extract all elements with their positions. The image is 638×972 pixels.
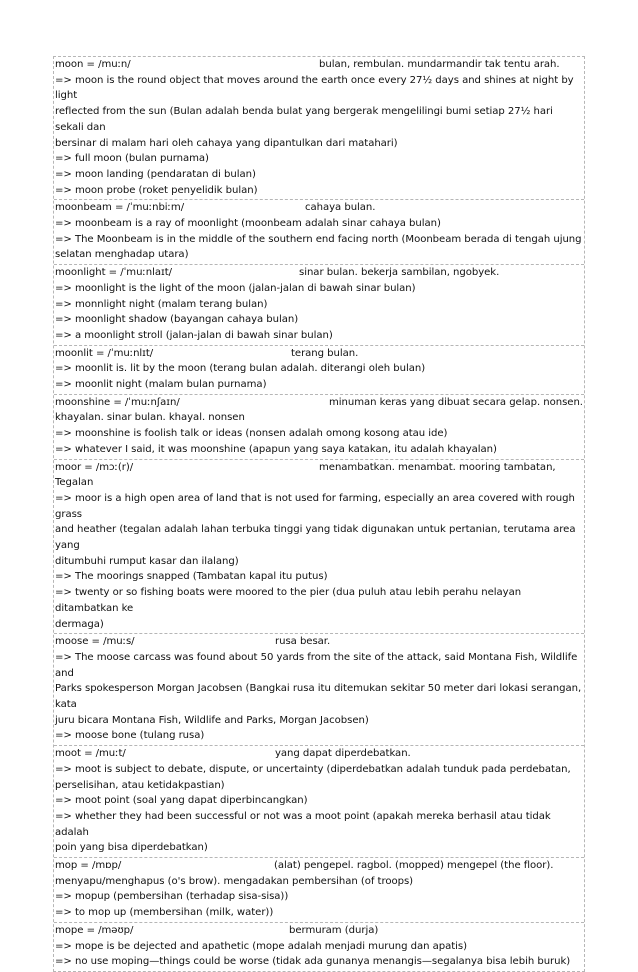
entry-text-line: => moonbeam is a ray of moonlight (moonbeam adalah sinar cahaya bulan)	[55, 218, 441, 229]
entry-text-line: poin yang bisa diperdebatkan)	[55, 842, 208, 854]
entry-headword-line	[55, 200, 584, 216]
entry-text-line: and heather (tegalan adalah lahan terbuka tinggi yang tidak digunakan untuk pertanian, terutama area yang	[55, 524, 579, 551]
entry-text-line: perselisihan, atau ketidakpastian)	[55, 779, 225, 791]
entry-headword-line	[55, 395, 584, 411]
entry-headword-line	[55, 746, 584, 762]
entry-5	[54, 394, 584, 459]
entry-text-line: Parks spokesperson Morgan Jacobsen (Bangkai rusa itu ditemukan sekitar 50 meter dari lokasi serangan, kata	[55, 683, 585, 711]
entry-text-line: => full moon (bulan purnama)	[55, 153, 209, 165]
entry-text-line: => monnlight night (malam terang bulan)	[55, 298, 268, 310]
entry-8	[54, 745, 584, 857]
headword-pronunciation: moon = /muːn/	[55, 59, 131, 70]
headword-pronunciation: moonlit = /ˈmuːnlɪt/	[55, 347, 154, 359]
headword-definition: (alat) pengepel. ragbol. (mopped) mengepel (the floor).	[274, 860, 554, 872]
headword-definition: sinar bulan. bekerja sambilan, ngobyek.	[299, 267, 500, 279]
headword-pronunciation: moose = /muːs/	[55, 636, 135, 648]
entry-2	[54, 199, 584, 264]
entry-text-line: selatan menghadap utara)	[55, 249, 189, 261]
headword-definition: rusa besar.	[275, 636, 331, 648]
headword-pronunciation: mope = /məʊp/	[55, 924, 134, 936]
entry-headword-line	[55, 923, 584, 939]
entry-text-line: => a moonlight stroll (jalan-jalan di bawah sinar bulan)	[55, 329, 333, 341]
entry-text-line: reflected from the sun (Bulan adalah benda bulat yang bergerak mengelilingi bumi setiap 27½ hari sekali dan	[55, 106, 557, 133]
entry-text-line: menyapu/menghapus (o's brow). mengadakan pembersihan (of troops)	[55, 875, 414, 887]
entry-headword-line	[55, 57, 584, 73]
entry-text-line: => moon landing (pendaratan di bulan)	[55, 168, 256, 180]
entry-text-line: => moonlight is the light of the moon (jalan-jalan di bawah sinar bulan)	[55, 282, 416, 294]
entry-text-line: => no use moping—things could be worse (tidak ada gunanya menangis—segalanya bisa lebih buruk)	[55, 956, 571, 968]
headword-definition: yang dapat diperdebatkan.	[275, 748, 411, 760]
entry-text-line: => moor is a high open area of land that is not used for farming, especially an area covered with rough grass	[55, 492, 578, 520]
entry-text-line: => The Moonbeam is in the middle of the southern end facing north (Moonbeam berada di tengah ujung	[55, 233, 582, 245]
headword-pronunciation: mop = /mɒp/	[55, 860, 122, 872]
entry-text-line: => moot point (soal yang dapat diperbincangkan)	[55, 795, 308, 807]
dictionary-table	[53, 56, 585, 972]
entry-headword-line	[55, 265, 584, 281]
entry-headword-line	[55, 634, 584, 650]
entry-3	[54, 264, 584, 345]
entry-9	[54, 857, 584, 922]
entry-text-line: => to mop up (membersihan (milk, water))	[55, 907, 274, 919]
entry-text-line: => The moose carcass was found about 50 yards from the site of the attack, said Montana Fish, Wildlife and	[55, 651, 581, 679]
entry-text-line: dermaga)	[55, 618, 104, 630]
entry-text-line: Tegalan	[55, 477, 94, 489]
headword-pronunciation: moonlight = /ˈmuːnlaɪt/	[55, 267, 172, 279]
headword-definition: bulan, rembulan. mundarmandir tak tentu arah.	[319, 59, 560, 70]
entry-text-line: => twenty or so fishing boats were moored to the pier (dua puluh atau lebih perahu nelayan ditambatkan ke	[55, 587, 525, 614]
entry-text-line: => whether they had been successful or not was a moot point (apakah mereka berhasil atau tidak adalah	[55, 810, 554, 838]
entry-text-line: => moonlit night (malam bulan purnama)	[55, 379, 267, 390]
entry-text-line: => The moorings snapped (Tambatan kapal itu putus)	[55, 571, 328, 583]
entry-4	[54, 345, 584, 394]
entry-text-line: => moonlight shadow (bayangan cahaya bulan)	[55, 314, 299, 326]
headword-definition: menambatkan. menambat. mooring tambatan,	[319, 461, 556, 473]
entry-text-line: juru bicara Montana Fish, Wildlife and Parks, Morgan Jacobsen)	[55, 714, 369, 726]
headword-pronunciation: moonbeam = /ˈmuːnbiːm/	[55, 202, 185, 214]
entry-text-line: khayalan. sinar bulan. khayal. nonsen	[55, 412, 245, 424]
headword-definition: minuman keras yang dibuat secara gelap. nonsen.	[329, 396, 583, 408]
entry-text-line: ditumbuhi rumput kasar dan ilalang)	[55, 555, 239, 567]
entry-text-line: => moonshine is foolish talk or ideas (nonsen adalah omong kosong atau ide)	[55, 428, 448, 440]
entry-text-line: => mope is be dejected and apathetic (mope adalah menjadi murung dan apatis)	[55, 940, 468, 952]
entry-text-line: => moot is subject to debate, dispute, or uncertainty (diperdebatkan adalah tunduk pada perdebatan,	[55, 763, 571, 775]
entry-text-line: => mopup (pembersihan (terhadap sisa-sisa))	[55, 891, 289, 903]
headword-pronunciation: moonshine = /ˈmuːnʃaɪn/	[55, 396, 180, 408]
entry-6	[54, 459, 584, 634]
entry-text-line: => whatever I said, it was moonshine (apapun yang saya katakan, itu adalah khayalan)	[55, 443, 497, 455]
entry-10	[54, 922, 584, 971]
headword-definition: terang bulan.	[291, 347, 359, 359]
entry-text-line: bersinar di malam hari oleh cahaya yang dipantulkan dari matahari)	[55, 137, 398, 149]
entry-text-line: => moonlit is. lit by the moon (terang bulan adalah. diterangi oleh bulan)	[55, 363, 426, 375]
entry-text-line: => moose bone (tulang rusa)	[55, 730, 205, 742]
headword-definition: bermuram (durja)	[289, 924, 379, 936]
entry-1	[54, 57, 584, 199]
entry-text-line: => moon probe (roket penyelidik bulan)	[55, 184, 258, 196]
entry-text-line: => moon is the round object that moves around the earth once every 27½ days and shines at night by light	[55, 74, 577, 102]
headword-pronunciation: moot = /muːt/	[55, 748, 126, 760]
entry-headword-line	[55, 346, 584, 362]
entry-headword-line	[55, 858, 584, 874]
entry-headword-line	[55, 460, 584, 476]
entry-7	[54, 633, 584, 745]
headword-definition: cahaya bulan.	[305, 202, 376, 214]
headword-pronunciation: moor = /mɔː(r)/	[55, 461, 134, 473]
